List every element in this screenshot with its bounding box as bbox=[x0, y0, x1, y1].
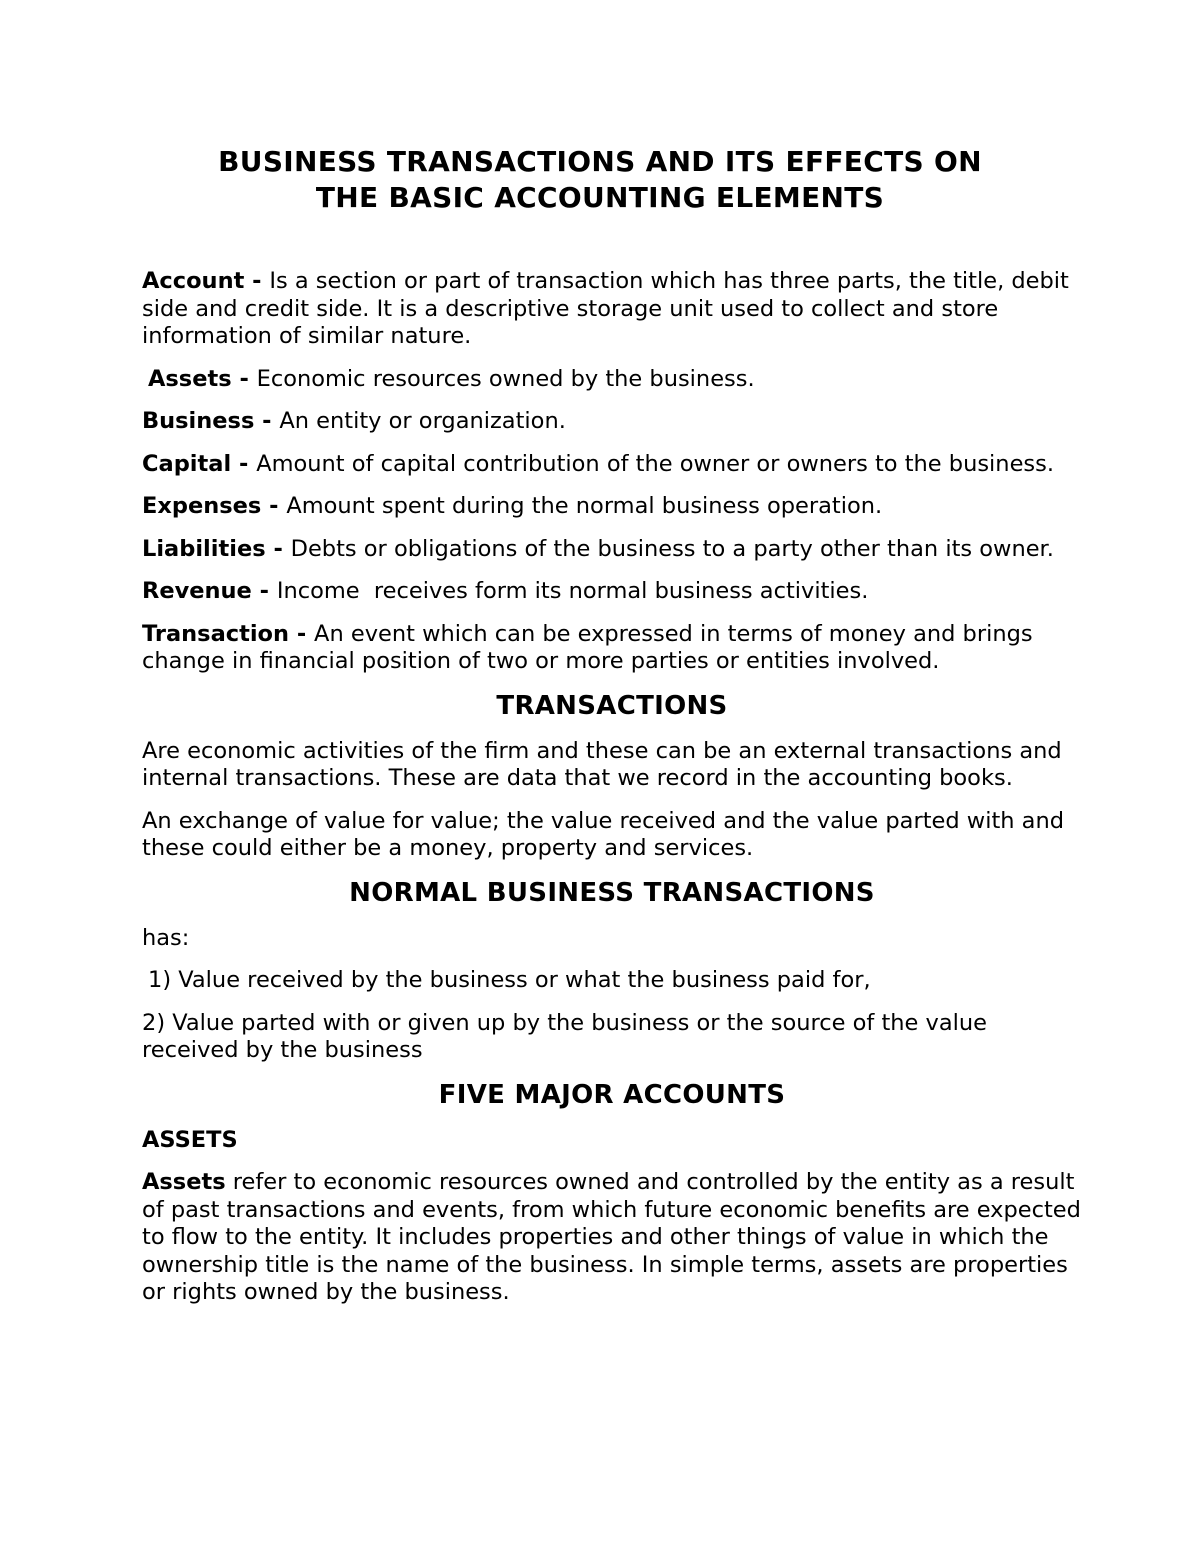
title-line-2: THE BASIC ACCOUNTING ELEMENTS bbox=[315, 181, 885, 214]
definition-business: Business - An entity or organization. bbox=[142, 408, 566, 434]
assets-text: refer to economic resources owned and controlled by the entity as a result of past transactions and events, from which future economic benefits are expected to flow to the entity. It includes properties and other things of value in which the ownership title is the name of the business. In simple terms, assets are properties or rights owned by the business. bbox=[142, 1169, 1081, 1305]
definition-text: Amount spent during the normal business operation. bbox=[286, 493, 883, 519]
definition-assets: Assets - Economic resources owned by the business. bbox=[148, 365, 755, 392]
definition-account: Account - Is a section or part of transaction which has three parts, the title, debit side and credit side. It is a descriptive storage unit used to collect and store information of similar nature. bbox=[142, 268, 1069, 349]
definition-term: Capital bbox=[142, 450, 232, 477]
normal-item-2: 2) Value parted with or given up by the business or the source of the value received by the business bbox=[142, 1009, 987, 1063]
transactions-paragraph-2: An exchange of value for value; the value received and the value parted with and these could either be a money, property and services. bbox=[142, 807, 1065, 861]
definition-text: Economic resources owned by the business. bbox=[256, 365, 755, 392]
five-major-accounts-heading: FIVE MAJOR ACCOUNTS bbox=[438, 1079, 786, 1110]
title-line-1: BUSINESS TRANSACTIONS AND ITS EFFECTS ON bbox=[218, 145, 982, 178]
definition-text: Debts or obligations of the business to a party other than its owner. bbox=[290, 535, 1054, 562]
definition-capital: Capital - Amount of capital contribution of the owner or owners to the business. bbox=[142, 450, 1055, 477]
definition-transaction: Transaction - An event which can be expressed in terms of money and brings change in financial position of two or more parties or entities involved. bbox=[142, 620, 1033, 674]
document-body bbox=[142, 268, 1082, 1322]
definition-text: An event which can be expressed in terms of money and brings change in financial position of two or more parties or entities involved. bbox=[142, 620, 1033, 674]
definition-term: Business bbox=[142, 408, 255, 434]
definition-term: Revenue bbox=[142, 578, 252, 604]
definition-term: Assets bbox=[148, 365, 232, 392]
definition-liabilities: Liabilities - Debts or obligations of the business to a party other than its owner. bbox=[142, 535, 1054, 562]
definition-expenses: Expenses - Amount spent during the normal business operation. bbox=[142, 493, 883, 519]
definition-text: An entity or organization. bbox=[279, 408, 566, 434]
assets-subheading: ASSETS bbox=[142, 1126, 238, 1153]
definition-term: Expenses bbox=[142, 493, 262, 519]
transactions-paragraph-1: Are economic activities of the firm and these can be an external transactions and internal transactions. These are data that we record in the accounting books. bbox=[142, 737, 1062, 791]
definition-term: Liabilities bbox=[142, 535, 266, 562]
assets-paragraph bbox=[142, 1169, 1082, 1307]
definition-text: Is a section or part of transaction which has three parts, the title, debit side and credit side. It is a descriptive storage unit used to collect and store information of similar nature. bbox=[142, 268, 1069, 349]
normal-transactions-heading: NORMAL BUSINESS TRANSACTIONS bbox=[349, 877, 875, 908]
definition-revenue: Revenue - Income receives form its normal business activities. bbox=[142, 578, 869, 604]
definition-text: Amount of capital contribution of the owner or owners to the business. bbox=[256, 450, 1055, 477]
normal-intro: has: bbox=[142, 924, 190, 951]
assets-term: Assets bbox=[142, 1169, 226, 1195]
definition-term: Account bbox=[142, 268, 245, 294]
definition-text: Income receives form its normal business activities. bbox=[276, 578, 869, 604]
document-title bbox=[100, 144, 1100, 216]
transactions-heading: TRANSACTIONS bbox=[496, 690, 728, 721]
normal-item-1: 1) Value received by the business or what the business paid for, bbox=[148, 967, 871, 993]
definition-term: Transaction bbox=[142, 620, 290, 647]
